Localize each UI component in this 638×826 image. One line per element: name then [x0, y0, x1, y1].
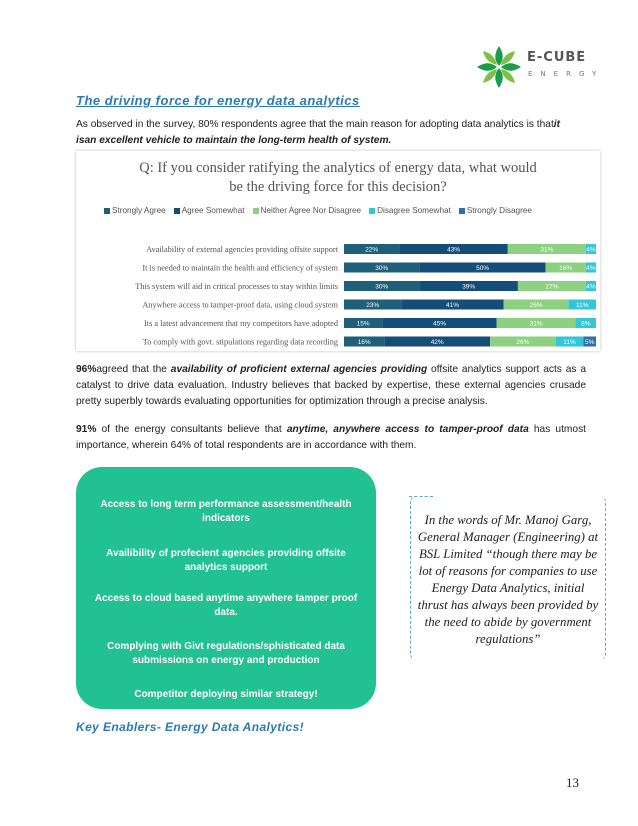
bar-value-label: 26%	[529, 302, 543, 309]
bar-value-label: 39%	[462, 283, 476, 291]
bar-value-label: 43%	[447, 246, 461, 254]
bar-value-label: 22%	[365, 246, 379, 254]
bar-value-label: 11%	[576, 302, 589, 309]
page-number: 13	[566, 775, 579, 790]
bar-value-label: 30%	[375, 283, 389, 291]
category-label: Its a latest advancement that my competitors have adopted	[144, 319, 338, 328]
logo-flower-icon	[474, 44, 524, 90]
bar-value-label: 11%	[563, 339, 576, 346]
intro-paragraph	[76, 117, 586, 149]
quote-box	[410, 496, 606, 660]
logo-name: E-CUBE	[527, 50, 587, 65]
bar-value-label: 4%	[586, 265, 596, 272]
bar-value-label: 50%	[476, 265, 490, 272]
p2-text-1: agreed that the	[96, 364, 171, 375]
enablers-box	[76, 467, 376, 709]
bar-value-label: 31%	[529, 320, 543, 328]
p2-emphasis: availability of proficient external agencies providing	[170, 364, 428, 375]
bar-value-label: 41%	[445, 302, 460, 309]
enabler-item: Availibility of profecient agencies providing offsite analytics support	[106, 548, 346, 573]
intro-bold-1: it	[553, 119, 561, 130]
p2-text-2: offsite analytics support acts as a catalyst to drive data evaluation. Industry believes that backed by expertise, these external agencies crusade pretty superbly towards evaluating opportunities for optimization through a precise analysis.	[76, 364, 586, 407]
paragraph-access	[76, 422, 586, 454]
bar-value-label: 31%	[540, 246, 554, 254]
bar-value-label: 45%	[432, 320, 447, 328]
category-label: This system will aid in critical processes to stay within limits	[135, 282, 338, 291]
enabler-item: Complying with Givt regulations/sphisticated data submissions on energy and production	[107, 641, 345, 666]
category-label: To comply with govt. stipulations regarding data recording	[142, 337, 338, 347]
figure-caption: Key Enablers- Energy Data Analytics!	[76, 720, 305, 734]
company-logo	[474, 44, 614, 88]
bar-value-label: 15%	[356, 320, 370, 328]
bar-value-label: 5%	[584, 339, 595, 346]
bar-value-label: 26%	[516, 339, 530, 346]
bar-value-label: 16%	[357, 339, 371, 346]
intro-bold-2: isan excellent vehicle to maintain the long-term health of system.	[76, 135, 392, 146]
bar-value-label: 30%	[375, 265, 389, 272]
legend-label: Strongly Disagree	[466, 206, 532, 215]
stat-91: 91%	[76, 424, 97, 435]
survey-chart	[76, 151, 600, 351]
section-heading: The driving force for energy data analytics	[76, 93, 360, 108]
legend-label: Disagree Somewhat	[377, 206, 451, 215]
bar-value-label: 23%	[366, 302, 380, 309]
p3-text-1: of the energy consultants believe that	[96, 424, 287, 435]
stat-96: 96%	[76, 364, 97, 375]
legend-label: Agree Somewhat	[181, 206, 245, 215]
p3-text-2: has utmost importance, wherein 64% of total respondents are in accordance with them.	[76, 424, 586, 451]
legend-label: Strongly Agree	[112, 206, 166, 215]
p3-emphasis: anytime, anywhere access to tamper-proof data	[286, 424, 529, 435]
intro-text: As observed in the survey, 80% respondents agree that the main reason for adopting data analytics is that	[76, 119, 554, 130]
bar-value-label: 42%	[430, 339, 444, 346]
bar-value-label: 4%	[586, 246, 596, 254]
bar-value-label: 16%	[559, 265, 573, 272]
category-label: Availability of external agencies providing offsite support	[146, 245, 338, 254]
enabler-item: Access to cloud based anytime anywhere tamper proof data.	[94, 593, 358, 618]
bar-value-label: 4%	[586, 283, 596, 291]
chart-title: Q: If you consider ratifying the analytics of energy data, what would be the driving force for this decision?	[139, 160, 537, 195]
enabler-item: Competitor deploying similar strategy!	[134, 689, 318, 700]
logo-subtitle: ENERGY	[528, 70, 605, 78]
legend-label: Neither Agree Nor Disagree	[260, 206, 362, 215]
bar-value-label: 27%	[545, 283, 559, 291]
quote-text: In the words of Mr. Manoj Garg, General Manager (Engineering) at BSL Limited “though there may be lot of reasons for companies to use Energy Data Analytics, initial thrust has always been provided by the need to abide by government regulations”	[417, 513, 599, 646]
chart-plot	[76, 151, 600, 351]
paragraph-availability	[76, 362, 586, 410]
enabler-item: Access to long term performance assessment/health indicators	[100, 499, 352, 524]
bar-value-label: 8%	[581, 320, 591, 328]
category-label: It is needed to maintain the health and efficiency of system	[142, 263, 338, 273]
category-label: Anywhere access to tamper-proof data, using cloud system	[142, 300, 338, 310]
